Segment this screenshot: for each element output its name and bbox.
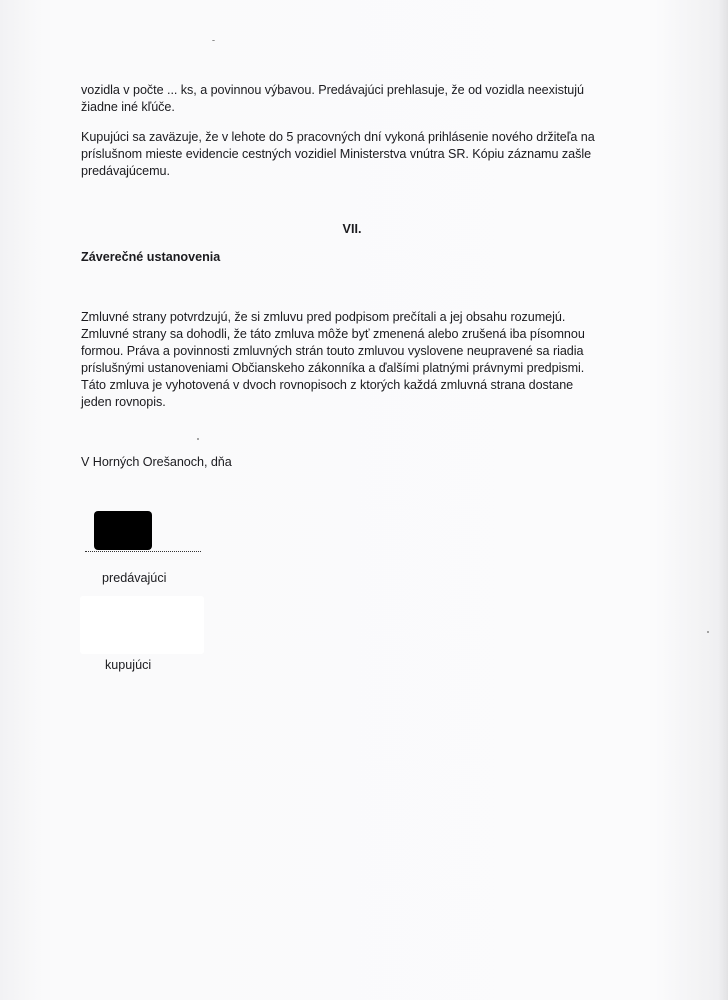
text-line: jeden rovnopis.	[81, 395, 166, 409]
section-title: Záverečné ustanovenia	[81, 250, 221, 264]
scan-speck	[197, 438, 199, 440]
place-date-line	[81, 454, 641, 471]
scan-speck	[707, 631, 709, 633]
place-date-text: V Horných Orešanoch, dňa	[81, 455, 232, 469]
seller-label: predávajúci	[102, 571, 167, 585]
registration-paragraph	[81, 129, 641, 180]
final-provisions-paragraph	[81, 309, 641, 411]
text-line: Táto zmluva je vyhotovená v dvoch rovnopisoch z ktorých každá zmluvná strana dostane	[81, 378, 574, 392]
section-number: VII.	[342, 222, 362, 236]
text-line: vozidla v počte ... ks, a povinnou výbavou. Predávajúci prehlasuje, že od vozidla neexistujú	[81, 83, 584, 97]
text-line: Zmluvné strany potvrdzujú, že si zmluvu pred podpisom prečítali a jej obsahu rozumejú.	[81, 310, 566, 324]
text-line: Kupujúci sa zaväzuje, že v lehote do 5 pracovných dní vykoná prihlásenie nového držiteľa na	[81, 130, 595, 144]
text-line: žiadne iné kľúče.	[81, 100, 175, 114]
vehicle-keys-paragraph	[81, 82, 641, 116]
text-line: predávajúcemu.	[81, 164, 170, 178]
scan-edge-shadow	[718, 0, 728, 1000]
buyer-signature-redaction	[80, 596, 204, 654]
buyer-label: kupujúci	[105, 658, 152, 672]
seller-signature-redaction	[94, 511, 152, 550]
text-line: Zmluvné strany sa dohodli, že táto zmluva môže byť zmenená alebo zrušená iba písomnou	[81, 327, 585, 341]
text-line: príslušnom mieste evidencie cestných vozidiel Ministerstva vnútra SR. Kópiu záznamu zašle	[81, 147, 592, 161]
text-line: formou. Práva a povinnosti zmluvných strán touto zmluvou vyslovene neupravené sa riadia	[81, 344, 584, 358]
scan-speck	[212, 40, 215, 41]
text-line: príslušnými ustanoveniami Občianskeho zákonníka a ďalšími platnými právnymi predpismi.	[81, 361, 585, 375]
